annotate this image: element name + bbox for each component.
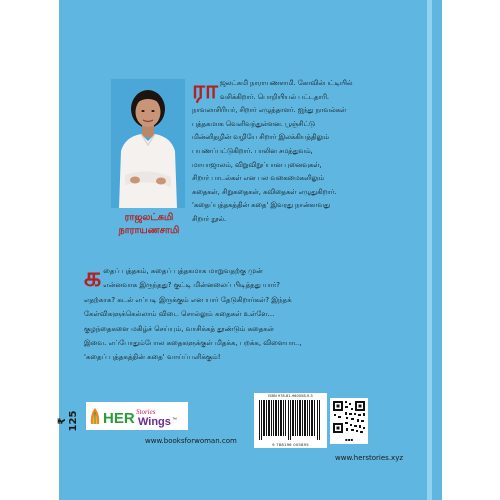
bio-line: மாயாஜாலம், விறுவிறுப்பான புனைவுகள், (192, 160, 322, 169)
bio-line: சிறார் நூல். (192, 214, 227, 223)
blurb-line: இவை. எப்போதும்போல கதைகளுக்குள் மிதக்க, பறக்க, விளையாட, (84, 339, 302, 348)
bio-line: ஜலட்சுமி நாராயணசாமி. கோவில்பட்டியில் (219, 79, 353, 87)
author-name-line2: நாராயணசாமி (118, 225, 180, 236)
author-photo (111, 79, 185, 208)
book-blurb (84, 264, 409, 365)
bio-line: சிறார் பாடல்கள் என பல வகைமைகளிலும் (192, 174, 324, 183)
svg-text:Stories: Stories (136, 408, 156, 416)
barcode-bars-icon (254, 393, 327, 448)
bio-line: நாவலாசிரியர், சிறார் எழுத்தாளர். ஐந்து நாவல்கள் (192, 106, 347, 115)
author-name (106, 211, 192, 237)
bio-line: 'கதைப்புத்தகத்தின் கதை' இவரது நான்காவது (192, 201, 330, 210)
svg-text:HER: HER (103, 410, 135, 427)
blurb-line: என்னவாக இருந்தது? குட்டி மின்னலைப் பிடித்தது யார்? (103, 281, 281, 290)
blurb-line: குழந்தைகளை மகிழ்ச் செய்யும், வாசிக்கத் தூண்டும் கதைகள் (84, 324, 275, 333)
bio-line: வசிக்கிறார். பொறியியல் பட்டதாரி. (219, 92, 330, 101)
isbn-text: ISBN 978-81-960058-9-5 (268, 394, 313, 398)
blurb-dropcap: க (84, 262, 102, 293)
herstories-website[interactable]: www.herstories.xyz (335, 454, 404, 462)
blurb-line: கேள்விகளுக்கெல்லாம் விடை சொல்லும் கதைகள் உள்ளே... (84, 310, 275, 319)
svg-text:™: ™ (172, 417, 177, 423)
bio-line: பயணப்பட்டுகிறார். பாலின சமத்துவம், (192, 146, 313, 155)
bio-line: கதைகள், சிறுகதைகள், கவிதைகள் எழுதுகிறார். (192, 187, 337, 196)
qr-code-icon[interactable] (330, 398, 368, 444)
blurb-paragraph-2 (84, 322, 409, 365)
svg-text:▪▪▪: ▪▪▪ (344, 437, 354, 442)
publisher-website[interactable]: www.booksforwoman.com (145, 437, 237, 445)
bio-line: புத்தகமாக வெளிவந்துள்ளன. பூஞ்சிட்டு (192, 119, 315, 128)
svg-text:Wings: Wings (138, 416, 171, 428)
blurb-paragraph-1 (84, 264, 409, 322)
blurb-line: தைப் புத்தகம், கதைப் புத்தகமாக மாறுவதற்கு முன் (103, 267, 263, 275)
price-label: ₹ 125 (57, 410, 79, 432)
publisher-logo (86, 402, 188, 430)
barcode-digits: 9 788196 005895 (272, 442, 309, 447)
cover-edge-strip (427, 0, 432, 500)
author-name-line1: ராஜலட்சுமி (124, 212, 174, 223)
isbn-barcode (254, 393, 327, 448)
blurb-line: 'கதைப் புத்தகத்தின் கதை' வாய்ப்பளிக்கும்! (84, 353, 221, 362)
bio-dropcap: ரா (192, 75, 218, 104)
bio-line: மின்னிதழின் வழியே சிறார் இலக்கியத்திலும் (192, 133, 329, 142)
blurb-line: எதற்காக? கடல் எப்படி இருக்கும் என யார் தேடுகிறார்கள்? இந்தக் (84, 295, 292, 304)
author-bio (192, 77, 414, 227)
